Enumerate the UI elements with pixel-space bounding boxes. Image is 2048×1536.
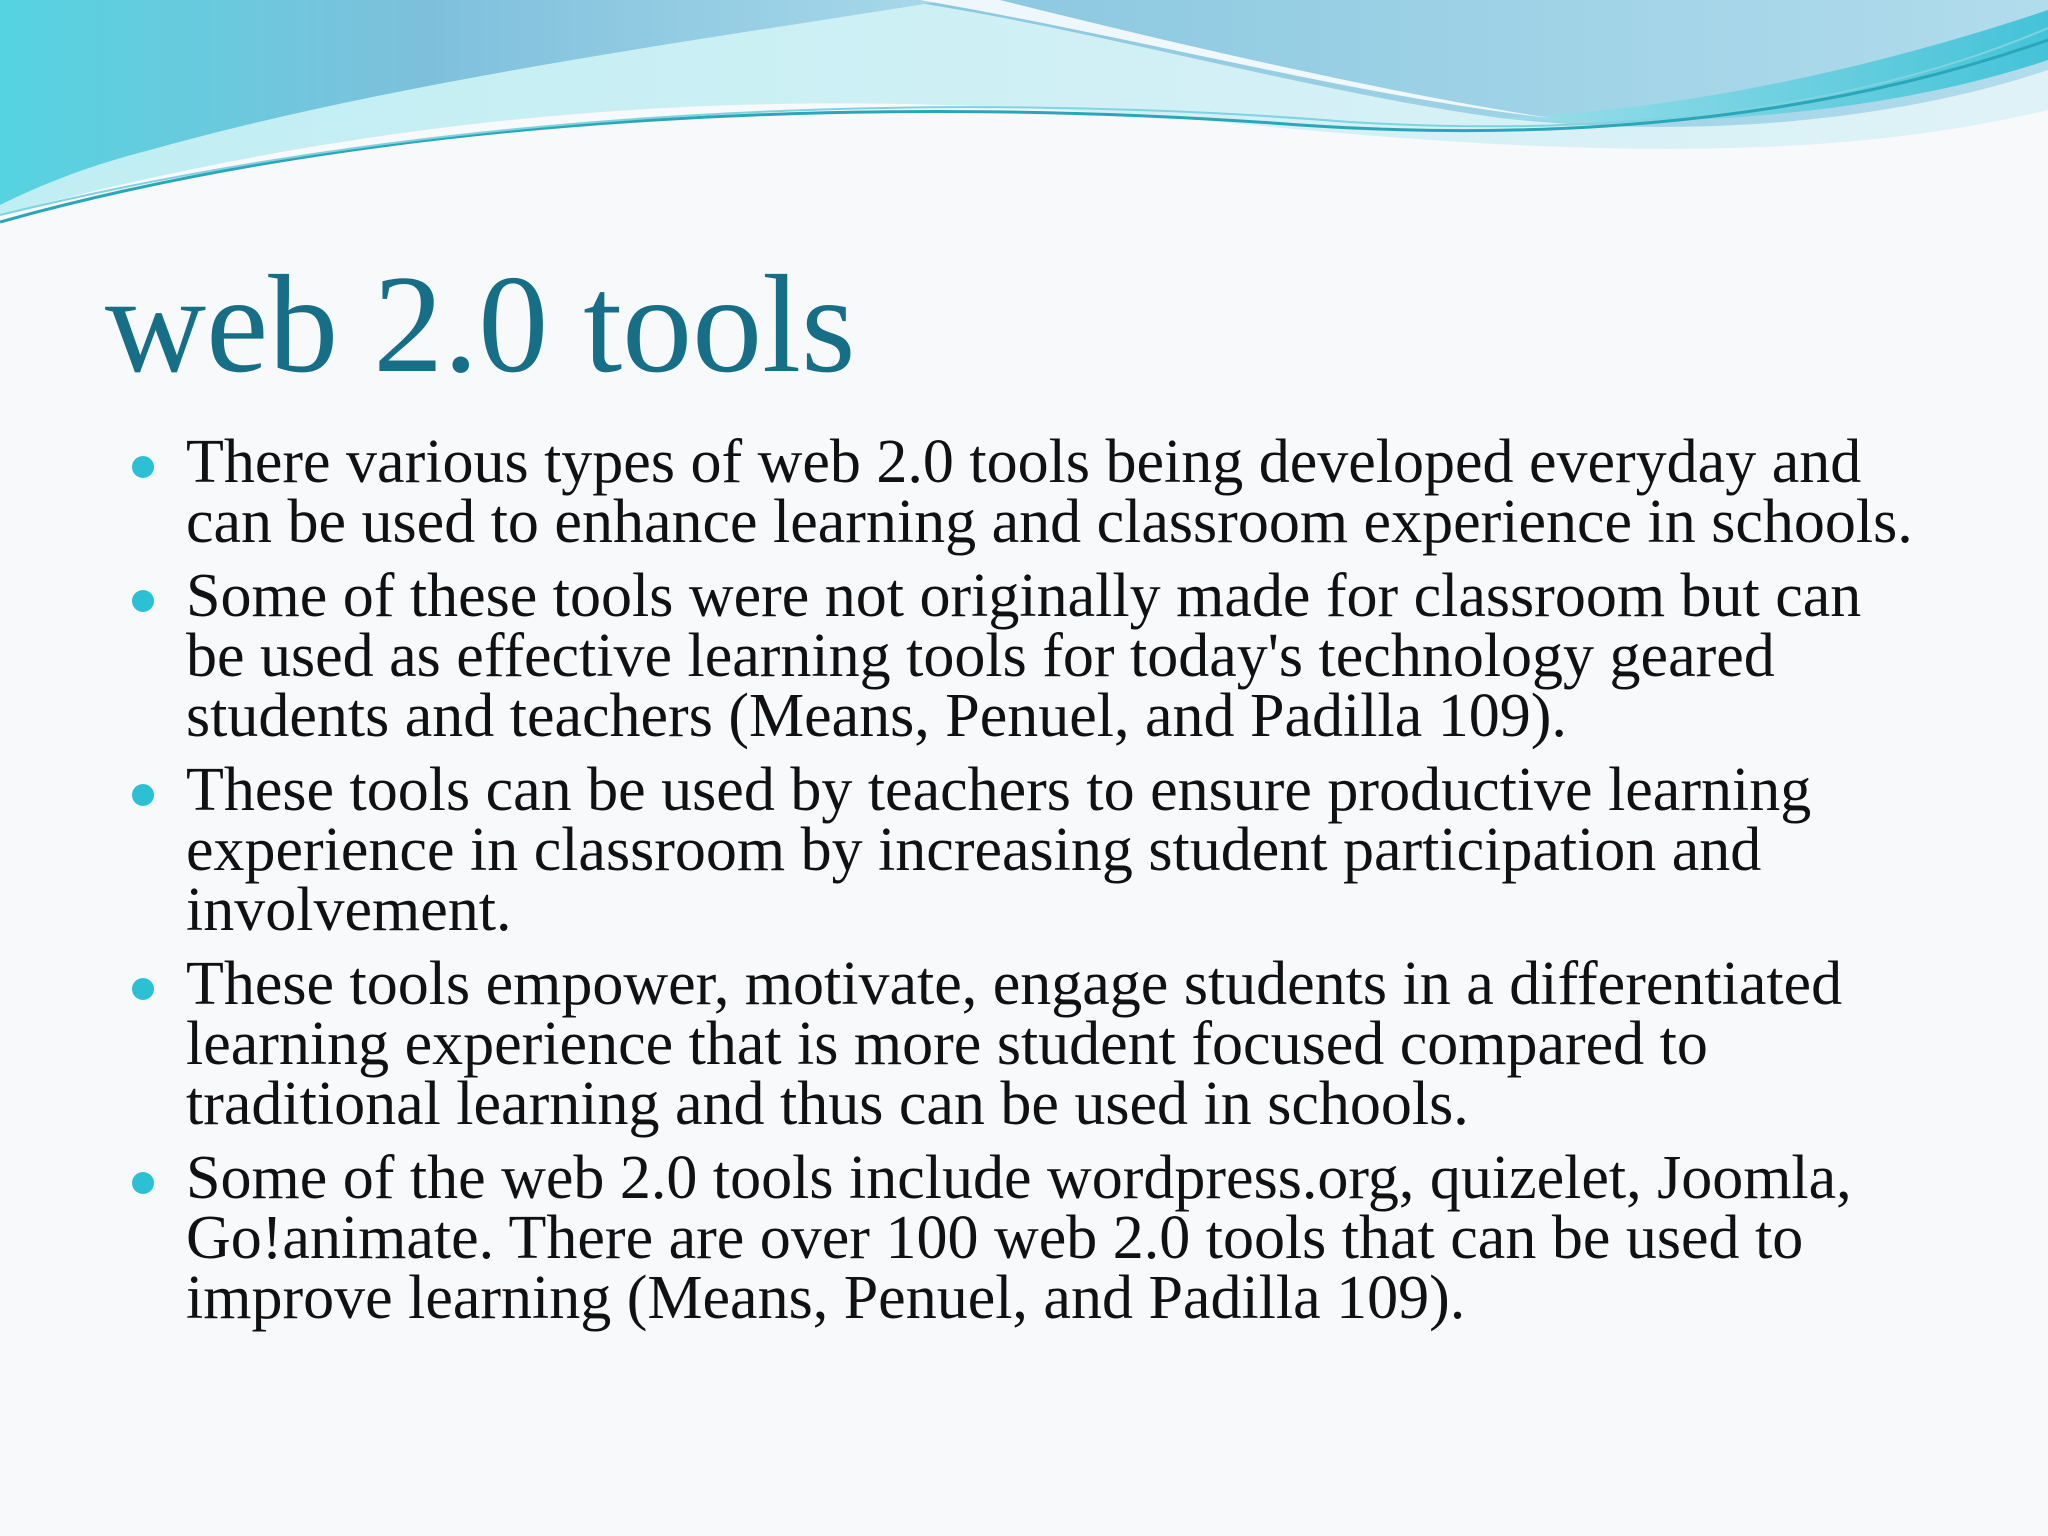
bullet-item: [130, 756, 1930, 944]
decorative-wave-header: [0, 0, 2048, 240]
slide-title: web 2.0 tools: [105, 247, 856, 402]
round-bullet-icon: [132, 1172, 154, 1194]
bullet-list: [130, 428, 1930, 1342]
bullet-item: [130, 950, 1930, 1138]
bullet-text: These tools empower, motivate, engage students in a differentiated learning experience that is more student focused compared to traditional learning and thus can be used in schools.: [186, 950, 1843, 1138]
round-bullet-icon: [132, 590, 154, 612]
bullet-text: Some of these tools were not originally made for classroom but can be used as effective learning tools for today's technology geared students and teachers (Means, Penuel, and Padilla 109).: [186, 562, 1862, 750]
bullet-text: These tools can be used by teachers to ensure productive learning experience in classroom by increasing student participation and involvement.: [186, 756, 1812, 944]
bullet-text: Some of the web 2.0 tools include wordpress.org, quizelet, Joomla, Go!animate. There are over 100 web 2.0 tools that can be used to improve learning (Means, Penuel, and Padilla 109).: [186, 1144, 1852, 1332]
round-bullet-icon: [132, 978, 154, 1000]
bullet-item: [130, 1144, 1930, 1332]
bullet-item: [130, 428, 1930, 556]
round-bullet-icon: [132, 784, 154, 806]
bullet-text: There various types of web 2.0 tools being developed everyday and can be used to enhance learning and classroom experience in schools.: [186, 428, 1913, 556]
bullet-item: [130, 562, 1930, 750]
round-bullet-icon: [132, 456, 154, 478]
